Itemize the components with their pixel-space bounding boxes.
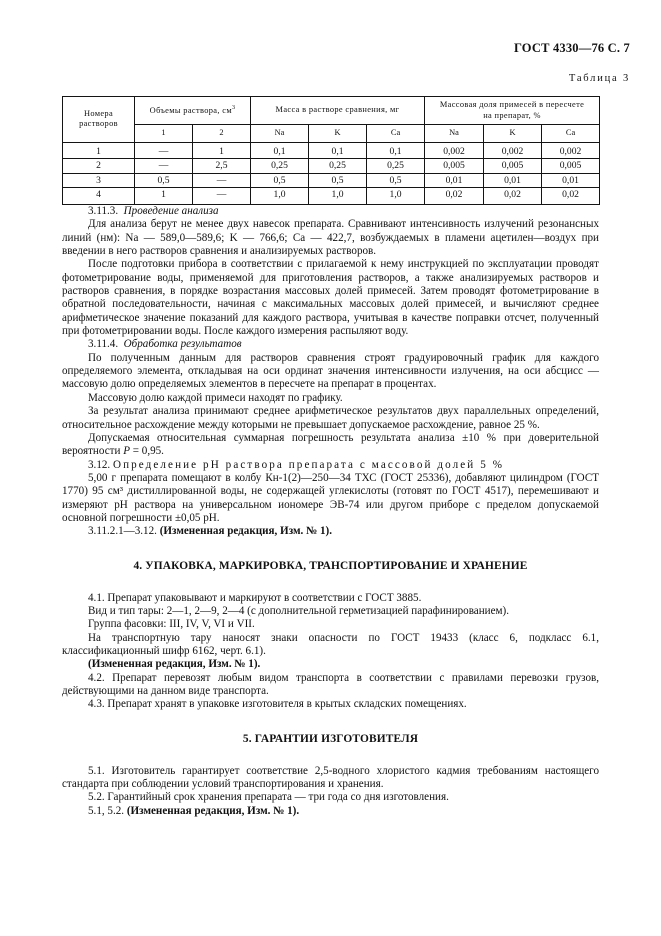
spacer-after-section-4 [62,572,599,592]
cell-mass-ca: 0,1 [367,142,425,159]
table-row [63,159,600,174]
cell-mass-k: 0,5 [309,173,367,188]
section-5-heading: 5. ГАРАНТИИ ИЗГОТОВИТЕЛЯ [242,732,419,745]
clause-3-11-2-1-revision [62,525,599,538]
cell-vol-2: 1 [193,142,251,159]
spacer-before-section-5 [62,712,599,733]
cell-mass-na: 0,25 [251,159,309,174]
cell-mass-k: 1,0 [309,188,367,205]
th-group-volumes-superscript: 3 [231,104,236,111]
cell-frac-ca: 0,002 [542,142,600,159]
paragraph-mass-fraction-graph: Массовую долю каждой примеси находят по графику. [88,391,343,404]
spacer-after-section-5 [62,745,599,765]
table-3 [62,96,600,205]
cell-frac-k: 0,02 [484,188,542,205]
table-row [63,188,600,205]
clause-revision-range: 5.1, 5.2. [88,804,127,817]
paragraph-ph-procedure: 5,00 г препарата помещают в колбу Кн-1(2)—250—34 ТХС (ГОСТ 25336), добавляют цилиндром (ГОСТ 1770) 95 см³ дистиллированной воды, не содержащей углекислоты (готовят по ГОСТ 4517), перемешивают и измеряют pH раствора на универсальном иономере ЭВ-74 или другом приборе с пределом допускаемой основной погрешности ±0,05 pH. [62,471,599,524]
table-3-head [63,97,600,143]
spacer-before-section-4 [62,539,599,560]
running-head: ГОСТ 4330—76 С. 7 [513,41,630,55]
clause-3-11-4-title: Обработка результатов [123,338,242,351]
cell-frac-na: 0,02 [425,188,484,205]
table-3-header-row-1 [63,97,600,125]
th-group-fraction [425,97,600,125]
cell-mass-na: 1,0 [251,188,309,205]
revision-note: (Измененная редакция, Изм. № 1). [159,525,333,538]
paragraph-hazard-marks: На транспортную тару наносят знаки опасности по ГОСТ 19433 (класс 6, подкласс 6.1, классификационный шифр 6162, черт. 6.1). [62,631,599,657]
clause-3-11-3-heading [62,205,599,218]
cell-vol-1: — [135,159,193,174]
cell-frac-na: 0,01 [425,173,484,188]
table-row [63,142,600,159]
revision-note: (Измененная редакция, Изм. № 1). [88,658,261,671]
cell-mass-k: 0,25 [309,159,367,174]
th-solution-numbers: Номера растворов [63,97,135,143]
cell-number: 4 [63,188,135,205]
th-sub-frac-k: K [484,125,542,143]
th-group-fraction-line1: Массовая доля примесей в пересчете [439,100,585,109]
th-group-mass: Масса в растворе сравнения, мг [251,97,425,125]
cell-mass-ca: 0,5 [367,173,425,188]
document-body [62,205,599,818]
cell-number: 1 [63,142,135,159]
table-3-header-row-2 [63,125,600,143]
cell-frac-k: 0,002 [484,142,542,159]
table-3-wrapper [62,96,599,205]
th-group-volumes [135,97,251,125]
paragraph-total-error [62,432,599,459]
cell-frac-k: 0,005 [484,159,542,174]
th-sub-vol-2: 2 [193,125,251,143]
probability-symbol: P [123,445,130,458]
cell-mass-na: 0,5 [251,173,309,188]
th-sub-vol-1: 1 [135,125,193,143]
clause-3-12-title: Определение pH раствора препарата с массовой долей 5 % [112,458,505,471]
cell-vol-1: — [135,142,193,159]
th-sub-mass-ca: Ca [367,125,425,143]
clause-3-11-3-number: 3.11.3. [88,205,119,217]
clause-3-12-heading [62,459,599,472]
section-4-revision-note [62,658,599,671]
cell-frac-na: 0,005 [425,159,484,174]
clause-5-2: 5.2. Гарантийный срок хранения препарата — три года со дня изготовления. [88,791,449,804]
th-sub-mass-k: K [309,125,367,143]
cell-mass-na: 0,1 [251,142,309,159]
cell-frac-k: 0,01 [484,173,542,188]
cell-mass-ca: 1,0 [367,188,425,205]
clause-4-3: 4.3. Препарат хранят в упаковке изготовителя в крытых складских помещениях. [88,698,467,711]
paragraph-container-type: Вид и тип тары: 2—1, 2—9, 2—4 (с дополнительной герметизацией парафинированием). [88,604,510,617]
clause-5-1: 5.1. Изготовитель гарантирует соответствие 2,5-водного хлористого кадмия требованиям настоящего стандарта при соблюдении условий транспортирования и хранения. [62,764,599,791]
cell-number: 3 [63,173,135,188]
clause-3-11-4-heading [62,338,599,351]
paragraph-packing-group: Группа фасовки: III, IV, V, VI и VII. [88,618,255,631]
section-5-revision-note [62,805,599,818]
paragraph-total-error-b: = 0,95. [129,445,164,458]
cell-vol-2: — [193,188,251,205]
table-3-body [63,142,600,204]
th-group-volumes-label: Объемы раствора, см [149,105,232,115]
cell-frac-ca: 0,01 [542,173,600,188]
section-4-heading: 4. УПАКОВКА, МАРКИРОВКА, ТРАНСПОРТИРОВАНИЕ И ХРАНЕНИЕ [133,559,528,572]
cell-mass-ca: 0,25 [367,159,425,174]
cell-vol-2: 2,5 [193,159,251,174]
clause-3-11-3-title: Проведение анализа [123,205,219,217]
paragraph-result-average: За результат анализа принимают среднее арифметическое результатов двух параллельных определений, относительное расхождение между которыми не превышает допускаемое расхождение, равное 25 %. [62,405,599,431]
clause-3-12-number: 3.12. [88,458,113,471]
cell-vol-1: 1 [135,188,193,205]
clause-4-1: 4.1. Препарат упаковывают и маркируют в соответствии с ГОСТ 3885. [88,591,422,604]
paragraph-analysis-procedure: Для анализа берут не менее двух навесок препарата. Сравнивают интенсивность излучений резонансных линий (нм): Na — 589,0—589,6; K — 766,6; Ca — 422,7, возбуждаемых в пламени ацетилен—воздух при введении в него растворов сравнения и анализируемых растворов. [62,218,599,258]
paragraph-instrument-preparation: После подготовки прибора в соответствии с прилагаемой к нему инструкцией по эксплуатации проводят фотометрирование воды, применяемой для приготовления растворов, а также анализируемых растворов и растворов сравнения, в порядке возрастания массовых долей примесей. Затем проводят фотометрирование в обратной последовательности, начиная с максимальных массовых долей примесей, и вычисляют среднее арифметическое значение показаний для каждого раствора, учитывая в качестве поправки отсчет, полученный при фотометрировании воды. После каждого измерения распыляют воду. [62,258,599,338]
th-sub-mass-na: Na [251,125,309,143]
cell-vol-1: 0,5 [135,173,193,188]
revision-note: (Измененная редакция, Изм. № 1). [126,804,300,817]
th-group-fraction-line2: на препарат, % [483,110,541,120]
paragraph-total-error-a: Допускаемая относительная суммарная погрешность результата анализа ±10 % при доверительной вероятности [62,431,599,458]
clause-revision-range: 3.11.2.1—3.12. [88,525,160,538]
cell-frac-na: 0,002 [425,142,484,159]
cell-frac-ca: 0,02 [542,188,600,205]
cell-frac-ca: 0,005 [542,159,600,174]
th-sub-frac-na: Na [425,125,484,143]
clause-4-2: 4.2. Препарат перевозят любым видом транспорта в соответствии с правилами перевозки грузов, действующими на данном виде транспорта. [62,671,599,697]
clause-3-11-4-number: 3.11.4. [88,338,119,351]
table-row [63,173,600,188]
th-sub-frac-ca: Ca [542,125,600,143]
paragraph-calibration-graph: По полученным данным для растворов сравнения строят градуировочный график для каждого определяемого элемента, откладывая на оси ординат значения интенсивности излучения, на оси абсцисс — массовую долю определяемых элементов в пересчете на препарат в процентах. [62,351,599,391]
cell-vol-2: — [193,173,251,188]
cell-number: 2 [63,159,135,174]
cell-mass-k: 0,1 [309,142,367,159]
table-caption: Таблица 3 [568,73,630,84]
